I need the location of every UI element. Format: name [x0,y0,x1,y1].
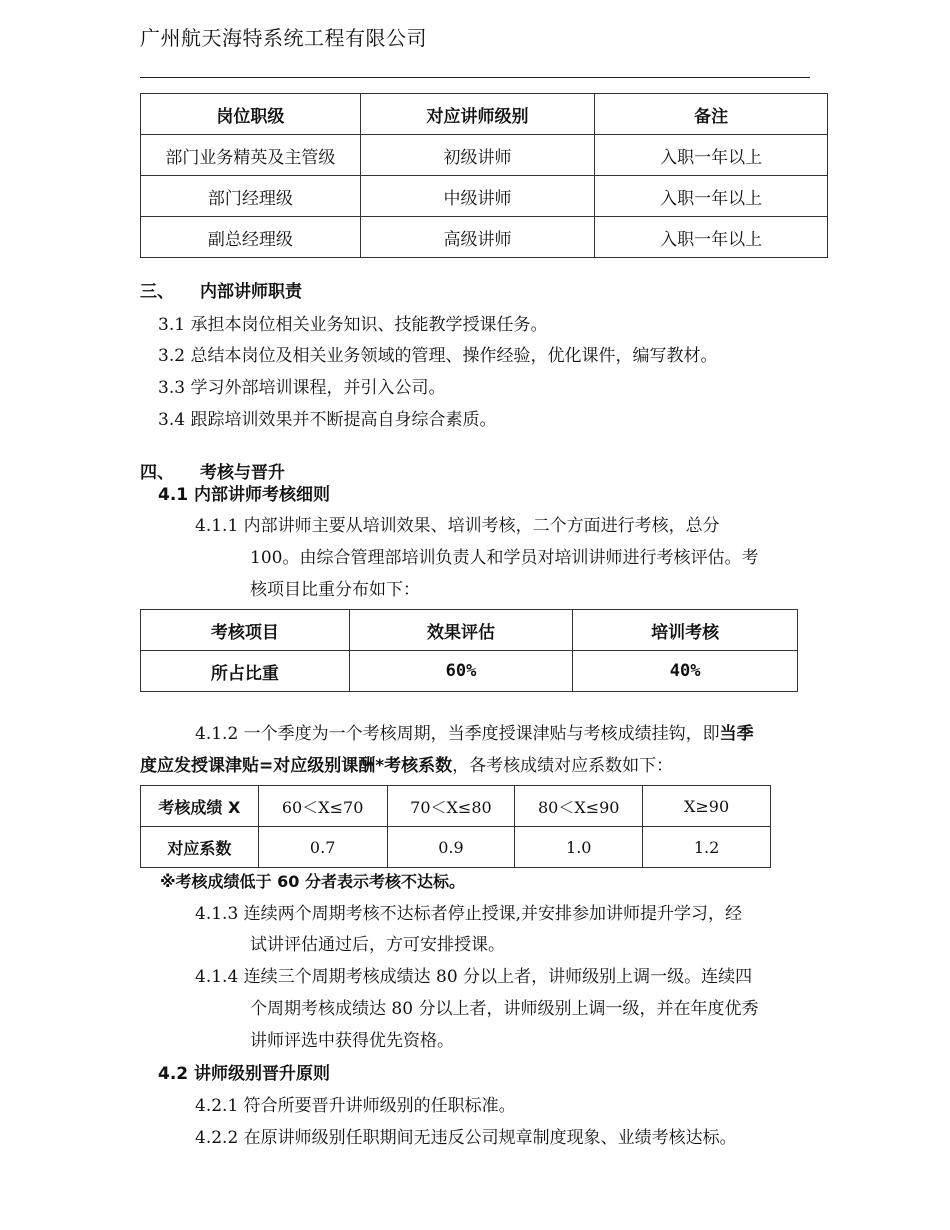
weight-table [140,609,798,692]
paragraph-4-2-2: 4.2.2 在原讲师级别任职期间无违反公司规章制度现象、业绩考核达标。 [195,1128,737,1148]
subsection-title: 4.2 讲师级别晋升原则 [158,1064,331,1084]
table-cell: 60% [349,651,573,692]
table-header-cell: 效果评估 [349,610,573,651]
header-divider [140,77,810,78]
paragraph-4-1-4-line: 讲师评选中获得优先资格。 [250,1031,454,1051]
table-header-cell: 考核成绩 X [141,786,259,827]
table-cell: 部门经理级 [141,176,361,217]
table-header-cell: 考核项目 [141,610,350,651]
paragraph-4-1-4-line: 4.1.4 连续三个周期考核成绩达 80 分以上者，讲师级别上调一级。连续四 [195,967,753,987]
table-cell: 入职一年以上 [595,135,828,176]
table-cell: 0.9 [387,827,515,868]
table-row [141,827,771,868]
table-cell: 80＜X≤90 [515,786,643,827]
table-cell: 70＜X≤80 [387,786,515,827]
table-cell: 40% [573,651,798,692]
paragraph-4-1-1-line: 4.1.1 内部讲师主要从培训效果、培训考核，二个方面进行考核，总分 [195,516,720,536]
table-cell: 入职一年以上 [595,217,828,258]
table-row [141,651,798,692]
table-cell: 所占比重 [141,651,350,692]
table-header-cell: 备注 [595,94,828,135]
paragraph-4-1-1-line: 100。由综合管理部培训负责人和学员对培训讲师进行考核评估。考 [250,548,759,568]
paragraph-4-1-3-line: 4.1.3 连续两个周期考核不达标者停止授课,并安排参加讲师提升学习，经 [195,904,743,924]
table-header-row [141,610,798,651]
section3-number: 三、 [140,282,174,302]
table-header-row [141,94,828,135]
table-cell: 60＜X≤70 [258,786,387,827]
table-cell: 1.0 [515,827,643,868]
table-row [141,135,828,176]
table-cell: 部门业务精英及主管级 [141,135,361,176]
table-header-cell: 岗位职级 [141,94,361,135]
position-level-table [140,93,828,258]
table-cell: 中级讲师 [360,176,595,217]
paragraph-4-1-2-line [140,755,673,777]
table-header-cell: 对应讲师级别 [360,94,595,135]
fail-note: ※考核成绩低于 60 分者表示考核不达标。 [160,872,465,891]
table-header-cell: 培训考核 [573,610,798,651]
formula-text: 当季 [719,724,754,744]
table-cell: 1.2 [643,827,771,868]
subsection-title: 4.1 内部讲师考核细则 [158,485,331,505]
table-cell: 初级讲师 [360,135,595,176]
table-row [141,786,771,827]
duty-item: 3.4 跟踪培训效果并不断提高自身综合素质。 [158,410,497,430]
paragraph-4-1-3-line: 试讲评估通过后，方可安排授课。 [250,935,505,955]
duty-item: 3.3 学习外部培训课程，并引入公司。 [158,378,446,398]
company-header: 广州航天海特系统工程有限公司 [140,26,427,50]
table-cell: 0.7 [258,827,387,868]
section4-number: 四、 [140,463,174,483]
table-cell: 高级讲师 [360,217,595,258]
paragraph-4-1-1-line: 核项目比重分布如下： [250,580,420,600]
coefficient-table [140,785,771,868]
paragraph-4-1-4-line: 个周期考核成绩达 80 分以上者，讲师级别上调一级，并在年度优秀 [250,999,759,1019]
paragraph-4-2-1: 4.2.1 符合所要晋升讲师级别的任职标准。 [195,1096,516,1116]
table-row [141,217,828,258]
section4-heading: 考核与晋升 [200,463,285,483]
paragraph-text: 4.1.2 一个季度为一个考核周期，当季度授课津贴与考核成绩挂钩，即 [195,724,720,744]
table-row [141,176,828,217]
duty-item: 3.1 承担本岗位相关业务知识、技能教学授课任务。 [158,315,548,335]
table-cell: 副总经理级 [141,217,361,258]
paragraph-4-1-2-line [195,723,754,745]
table-header-cell: 对应系数 [141,827,259,868]
table-cell: X≥90 [643,786,771,827]
table-cell: 入职一年以上 [595,176,828,217]
formula-text: 度应发授课津贴=对应级别课酬*考核系数 [140,756,453,776]
duty-item: 3.2 总结本岗位及相关业务领域的管理、操作经验，优化课件，编写教材。 [158,346,718,366]
section3-heading: 内部讲师职责 [200,282,302,302]
paragraph-text: ，各考核成绩对应系数如下： [452,756,674,776]
